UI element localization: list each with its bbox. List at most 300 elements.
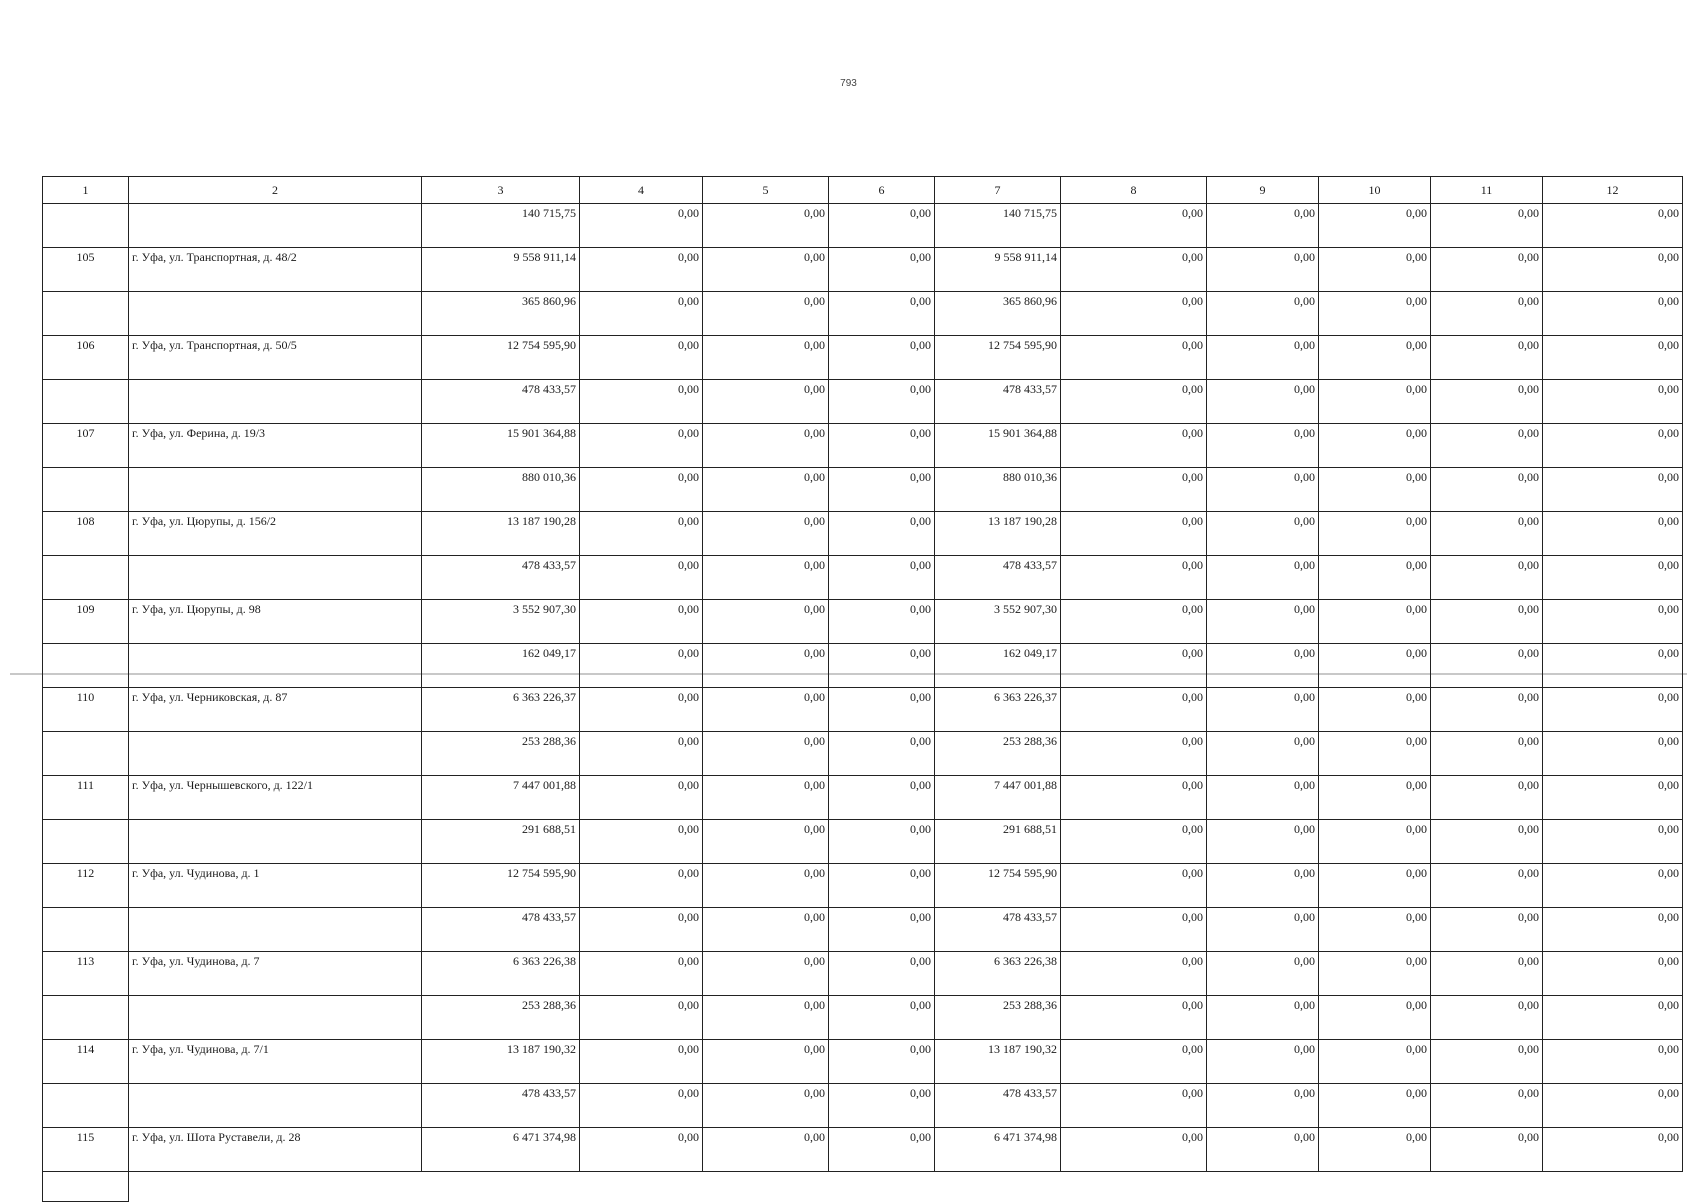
row-number-cell	[43, 292, 129, 336]
value-cell: 0,00	[1543, 952, 1683, 996]
address-cell: г. Уфа, ул. Чудинова, д. 7/1	[129, 1040, 422, 1084]
value-cell: 0,00	[1543, 688, 1683, 732]
value-cell: 0,00	[580, 688, 703, 732]
value-cell: 0,00	[1319, 1084, 1431, 1128]
address-cell: г. Уфа, ул. Чудинова, д. 7	[129, 952, 422, 996]
row-number-cell: 109	[43, 600, 129, 644]
value-cell: 0,00	[1319, 512, 1431, 556]
address-cell	[129, 292, 422, 336]
value-cell: 0,00	[703, 424, 829, 468]
value-cell: 0,00	[580, 556, 703, 600]
value-cell: 15 901 364,88	[422, 424, 580, 468]
row-number-cell: 106	[43, 336, 129, 380]
row-number-cell: 108	[43, 512, 129, 556]
value-cell: 7 447 001,88	[935, 776, 1061, 820]
value-cell: 12 754 595,90	[422, 864, 580, 908]
value-cell: 0,00	[1431, 292, 1543, 336]
value-cell: 0,00	[1207, 380, 1319, 424]
value-cell: 365 860,96	[422, 292, 580, 336]
column-header: 5	[703, 177, 829, 204]
value-cell: 0,00	[1543, 336, 1683, 380]
value-cell: 0,00	[1319, 644, 1431, 688]
value-cell: 0,00	[580, 292, 703, 336]
value-cell: 0,00	[1431, 776, 1543, 820]
value-cell: 0,00	[703, 380, 829, 424]
address-cell	[129, 644, 422, 688]
column-header: 11	[1431, 177, 1543, 204]
value-cell: 478 433,57	[935, 908, 1061, 952]
value-cell: 0,00	[1207, 600, 1319, 644]
value-cell: 253 288,36	[422, 996, 580, 1040]
row-number-cell: 107	[43, 424, 129, 468]
table-row	[43, 908, 1683, 952]
value-cell: 0,00	[580, 864, 703, 908]
value-cell: 3 552 907,30	[422, 600, 580, 644]
value-cell: 0,00	[703, 1084, 829, 1128]
address-cell: г. Уфа, ул. Транспортная, д. 48/2	[129, 248, 422, 292]
table-row	[43, 996, 1683, 1040]
table-row	[43, 952, 1683, 996]
value-cell: 0,00	[1061, 996, 1207, 1040]
value-cell: 0,00	[1543, 644, 1683, 688]
value-cell: 0,00	[1207, 820, 1319, 864]
value-cell: 0,00	[1207, 908, 1319, 952]
value-cell: 0,00	[1207, 248, 1319, 292]
table-row	[43, 424, 1683, 468]
value-cell: 0,00	[829, 688, 935, 732]
address-cell	[129, 996, 422, 1040]
page-number: 793	[840, 78, 857, 89]
row-number-cell	[43, 1084, 129, 1128]
table-row	[43, 644, 1683, 688]
address-cell	[129, 468, 422, 512]
value-cell: 0,00	[703, 204, 829, 248]
address-cell	[129, 732, 422, 776]
value-cell: 3 552 907,30	[935, 600, 1061, 644]
value-cell: 0,00	[580, 1040, 703, 1084]
value-cell: 0,00	[703, 600, 829, 644]
value-cell: 0,00	[1543, 1040, 1683, 1084]
value-cell: 0,00	[829, 512, 935, 556]
row-number-cell	[43, 556, 129, 600]
value-cell: 0,00	[1431, 908, 1543, 952]
value-cell: 0,00	[829, 248, 935, 292]
value-cell: 0,00	[703, 1128, 829, 1172]
row-number-cell	[43, 908, 129, 952]
value-cell: 6 471 374,98	[935, 1128, 1061, 1172]
value-cell: 0,00	[580, 996, 703, 1040]
table-row	[43, 1128, 1683, 1172]
value-cell: 6 363 226,38	[935, 952, 1061, 996]
address-cell	[129, 820, 422, 864]
address-cell	[129, 380, 422, 424]
table-body	[43, 204, 1683, 1202]
value-cell: 13 187 190,28	[422, 512, 580, 556]
table-row	[43, 776, 1683, 820]
value-cell: 162 049,17	[935, 644, 1061, 688]
column-header: 6	[829, 177, 935, 204]
row-number-cell: 112	[43, 864, 129, 908]
value-cell: 0,00	[1061, 732, 1207, 776]
value-cell: 0,00	[580, 204, 703, 248]
value-cell: 0,00	[1061, 864, 1207, 908]
value-cell: 0,00	[1431, 424, 1543, 468]
table-row	[43, 688, 1683, 732]
value-cell: 0,00	[1061, 424, 1207, 468]
value-cell: 0,00	[829, 996, 935, 1040]
value-cell: 0,00	[1061, 952, 1207, 996]
value-cell: 0,00	[1207, 732, 1319, 776]
row-number-cell	[43, 204, 129, 248]
value-cell: 12 754 595,90	[935, 336, 1061, 380]
value-cell: 140 715,75	[422, 204, 580, 248]
value-cell: 478 433,57	[935, 1084, 1061, 1128]
value-cell: 0,00	[1319, 600, 1431, 644]
value-cell: 0,00	[1543, 732, 1683, 776]
value-cell: 0,00	[1431, 732, 1543, 776]
value-cell: 0,00	[703, 864, 829, 908]
column-header: 8	[1061, 177, 1207, 204]
header-row	[43, 177, 1683, 204]
value-cell: 478 433,57	[422, 1084, 580, 1128]
value-cell: 0,00	[829, 1084, 935, 1128]
value-cell: 0,00	[829, 424, 935, 468]
value-cell: 0,00	[1431, 204, 1543, 248]
value-cell: 9 558 911,14	[422, 248, 580, 292]
value-cell: 0,00	[1061, 248, 1207, 292]
value-cell: 880 010,36	[422, 468, 580, 512]
value-cell: 0,00	[1319, 424, 1431, 468]
value-cell: 253 288,36	[935, 996, 1061, 1040]
value-cell: 0,00	[1207, 688, 1319, 732]
value-cell: 253 288,36	[935, 732, 1061, 776]
value-cell: 0,00	[1431, 556, 1543, 600]
value-cell: 0,00	[580, 952, 703, 996]
value-cell: 0,00	[1543, 380, 1683, 424]
value-cell: 0,00	[703, 688, 829, 732]
row-number-cell: 113	[43, 952, 129, 996]
value-cell: 0,00	[829, 1040, 935, 1084]
value-cell: 0,00	[1319, 1128, 1431, 1172]
column-header: 4	[580, 177, 703, 204]
value-cell: 0,00	[703, 776, 829, 820]
table-row	[43, 1084, 1683, 1128]
value-cell: 0,00	[1431, 952, 1543, 996]
value-cell: 0,00	[1319, 864, 1431, 908]
row-number-cell	[43, 732, 129, 776]
value-cell: 0,00	[1207, 1128, 1319, 1172]
value-cell: 0,00	[1319, 248, 1431, 292]
value-cell: 0,00	[1543, 1128, 1683, 1172]
value-cell: 0,00	[703, 644, 829, 688]
value-cell: 0,00	[829, 952, 935, 996]
value-cell: 0,00	[703, 1040, 829, 1084]
row-number-cell: 114	[43, 1040, 129, 1084]
value-cell: 0,00	[1207, 292, 1319, 336]
value-cell: 0,00	[1431, 1084, 1543, 1128]
value-cell: 0,00	[1207, 996, 1319, 1040]
value-cell: 478 433,57	[935, 556, 1061, 600]
value-cell: 6 363 226,37	[422, 688, 580, 732]
value-cell: 0,00	[1207, 336, 1319, 380]
address-cell: г. Уфа, ул. Чудинова, д. 1	[129, 864, 422, 908]
value-cell: 0,00	[1431, 688, 1543, 732]
table-row	[43, 336, 1683, 380]
value-cell: 0,00	[1207, 776, 1319, 820]
value-cell: 0,00	[1431, 512, 1543, 556]
row-number-cell	[43, 820, 129, 864]
value-cell: 0,00	[580, 380, 703, 424]
value-cell: 0,00	[829, 336, 935, 380]
value-cell: 0,00	[580, 644, 703, 688]
table-row	[43, 600, 1683, 644]
table-row	[43, 248, 1683, 292]
value-cell: 0,00	[703, 248, 829, 292]
row-number-cell	[43, 380, 129, 424]
value-cell: 6 363 226,38	[422, 952, 580, 996]
value-cell: 0,00	[1061, 512, 1207, 556]
value-cell: 0,00	[1543, 556, 1683, 600]
column-header: 1	[43, 177, 129, 204]
value-cell: 0,00	[1207, 864, 1319, 908]
address-cell: г. Уфа, ул. Черниковская, д. 87	[129, 688, 422, 732]
row-number-cell: 105	[43, 248, 129, 292]
value-cell: 0,00	[829, 1128, 935, 1172]
value-cell: 162 049,17	[422, 644, 580, 688]
value-cell: 0,00	[1543, 204, 1683, 248]
value-cell: 0,00	[1061, 1040, 1207, 1084]
value-cell: 0,00	[1319, 336, 1431, 380]
value-cell: 0,00	[1543, 864, 1683, 908]
value-cell: 478 433,57	[935, 380, 1061, 424]
value-cell: 0,00	[1207, 204, 1319, 248]
value-cell: 0,00	[580, 908, 703, 952]
value-cell: 0,00	[1431, 336, 1543, 380]
table-row	[43, 820, 1683, 864]
register-table	[42, 176, 1683, 1202]
value-cell: 0,00	[1431, 600, 1543, 644]
value-cell: 0,00	[1319, 732, 1431, 776]
value-cell: 0,00	[580, 512, 703, 556]
value-cell: 0,00	[1061, 292, 1207, 336]
value-cell: 0,00	[1061, 600, 1207, 644]
value-cell: 0,00	[829, 380, 935, 424]
value-cell: 0,00	[1319, 292, 1431, 336]
value-cell: 0,00	[1319, 556, 1431, 600]
value-cell: 13 187 190,32	[935, 1040, 1061, 1084]
value-cell: 0,00	[1207, 512, 1319, 556]
address-cell	[129, 556, 422, 600]
value-cell: 0,00	[1543, 908, 1683, 952]
value-cell: 0,00	[1061, 468, 1207, 512]
value-cell: 0,00	[1061, 1128, 1207, 1172]
value-cell: 0,00	[1207, 1040, 1319, 1084]
value-cell: 0,00	[829, 864, 935, 908]
value-cell: 0,00	[1061, 908, 1207, 952]
value-cell: 12 754 595,90	[422, 336, 580, 380]
row-number-cell	[43, 1172, 129, 1202]
value-cell: 0,00	[1543, 248, 1683, 292]
value-cell: 0,00	[580, 732, 703, 776]
value-cell: 0,00	[1207, 468, 1319, 512]
value-cell: 9 558 911,14	[935, 248, 1061, 292]
row-number-cell: 111	[43, 776, 129, 820]
value-cell: 0,00	[1207, 556, 1319, 600]
table-row	[43, 204, 1683, 248]
value-cell: 0,00	[829, 468, 935, 512]
value-cell: 0,00	[1207, 952, 1319, 996]
value-cell: 253 288,36	[422, 732, 580, 776]
value-cell: 0,00	[1431, 820, 1543, 864]
value-cell: 0,00	[1543, 996, 1683, 1040]
value-cell: 0,00	[1061, 204, 1207, 248]
value-cell: 0,00	[829, 908, 935, 952]
value-cell: 0,00	[829, 732, 935, 776]
value-cell: 0,00	[580, 776, 703, 820]
table-row	[43, 292, 1683, 336]
value-cell: 0,00	[580, 468, 703, 512]
value-cell: 0,00	[1061, 644, 1207, 688]
value-cell: 0,00	[703, 820, 829, 864]
value-cell: 0,00	[703, 732, 829, 776]
value-cell: 0,00	[703, 556, 829, 600]
value-cell: 0,00	[829, 204, 935, 248]
value-cell: 365 860,96	[935, 292, 1061, 336]
value-cell: 0,00	[1431, 1040, 1543, 1084]
value-cell: 0,00	[1543, 1084, 1683, 1128]
value-cell: 0,00	[1543, 776, 1683, 820]
value-cell: 0,00	[703, 996, 829, 1040]
value-cell: 0,00	[1061, 1084, 1207, 1128]
value-cell: 0,00	[829, 776, 935, 820]
address-cell: г. Уфа, ул. Ферина, д. 19/3	[129, 424, 422, 468]
column-header: 7	[935, 177, 1061, 204]
value-cell: 0,00	[1543, 468, 1683, 512]
value-cell: 0,00	[580, 424, 703, 468]
value-cell: 0,00	[1431, 1128, 1543, 1172]
column-header: 10	[1319, 177, 1431, 204]
value-cell: 0,00	[1319, 688, 1431, 732]
table-row	[43, 864, 1683, 908]
value-cell: 0,00	[1319, 820, 1431, 864]
row-number-cell	[43, 468, 129, 512]
value-cell: 0,00	[580, 1128, 703, 1172]
value-cell: 0,00	[580, 600, 703, 644]
value-cell: 291 688,51	[935, 820, 1061, 864]
value-cell: 0,00	[1543, 600, 1683, 644]
value-cell: 0,00	[1543, 292, 1683, 336]
row-number-cell: 110	[43, 688, 129, 732]
value-cell: 0,00	[703, 468, 829, 512]
row-number-cell	[43, 996, 129, 1040]
value-cell: 0,00	[1061, 820, 1207, 864]
address-cell	[129, 204, 422, 248]
table-row	[43, 512, 1683, 556]
address-cell: г. Уфа, ул. Транспортная, д. 50/5	[129, 336, 422, 380]
value-cell: 0,00	[1061, 688, 1207, 732]
value-cell: 880 010,36	[935, 468, 1061, 512]
value-cell: 0,00	[1207, 1084, 1319, 1128]
value-cell: 0,00	[1319, 204, 1431, 248]
value-cell: 13 187 190,32	[422, 1040, 580, 1084]
column-header: 2	[129, 177, 422, 204]
value-cell: 0,00	[829, 644, 935, 688]
table-row	[43, 468, 1683, 512]
row-number-cell	[43, 644, 129, 688]
value-cell: 0,00	[703, 952, 829, 996]
value-cell: 0,00	[1319, 952, 1431, 996]
value-cell: 0,00	[1543, 512, 1683, 556]
value-cell: 0,00	[1207, 424, 1319, 468]
value-cell: 0,00	[1319, 996, 1431, 1040]
value-cell: 0,00	[1431, 468, 1543, 512]
address-cell: г. Уфа, ул. Цюрупы, д. 98	[129, 600, 422, 644]
address-cell	[129, 1084, 422, 1128]
value-cell: 0,00	[829, 820, 935, 864]
value-cell: 0,00	[1431, 996, 1543, 1040]
value-cell: 0,00	[703, 336, 829, 380]
value-cell: 0,00	[1061, 336, 1207, 380]
value-cell: 0,00	[1061, 380, 1207, 424]
value-cell: 0,00	[1431, 248, 1543, 292]
value-cell: 0,00	[829, 556, 935, 600]
address-cell	[129, 908, 422, 952]
value-cell: 0,00	[1319, 1040, 1431, 1084]
value-cell: 0,00	[1061, 776, 1207, 820]
value-cell: 478 433,57	[422, 556, 580, 600]
value-cell: 15 901 364,88	[935, 424, 1061, 468]
value-cell: 0,00	[703, 292, 829, 336]
row-number-cell: 115	[43, 1128, 129, 1172]
value-cell: 291 688,51	[422, 820, 580, 864]
value-cell: 13 187 190,28	[935, 512, 1061, 556]
table-row	[43, 1172, 1683, 1202]
value-cell: 0,00	[703, 512, 829, 556]
value-cell: 0,00	[829, 292, 935, 336]
table-row	[43, 380, 1683, 424]
address-cell: г. Уфа, ул. Шота Руставели, д. 28	[129, 1128, 422, 1172]
value-cell: 0,00	[1543, 424, 1683, 468]
column-header: 9	[1207, 177, 1319, 204]
value-cell: 6 471 374,98	[422, 1128, 580, 1172]
value-cell: 140 715,75	[935, 204, 1061, 248]
value-cell: 0,00	[1319, 776, 1431, 820]
value-cell: 0,00	[1319, 468, 1431, 512]
value-cell: 0,00	[580, 248, 703, 292]
value-cell: 0,00	[703, 908, 829, 952]
table-row	[43, 732, 1683, 776]
value-cell: 478 433,57	[422, 380, 580, 424]
value-cell: 0,00	[1543, 820, 1683, 864]
value-cell: 0,00	[1319, 380, 1431, 424]
column-header: 3	[422, 177, 580, 204]
address-cell: г. Уфа, ул. Цюрупы, д. 156/2	[129, 512, 422, 556]
value-cell: 0,00	[580, 1084, 703, 1128]
value-cell: 478 433,57	[422, 908, 580, 952]
value-cell: 0,00	[580, 820, 703, 864]
value-cell: 7 447 001,88	[422, 776, 580, 820]
column-header: 12	[1543, 177, 1683, 204]
value-cell: 0,00	[1431, 644, 1543, 688]
value-cell: 0,00	[1431, 864, 1543, 908]
table-row	[43, 1040, 1683, 1084]
value-cell: 0,00	[1319, 908, 1431, 952]
value-cell: 0,00	[829, 600, 935, 644]
address-cell: г. Уфа, ул. Чернышевского, д. 122/1	[129, 776, 422, 820]
value-cell: 0,00	[580, 336, 703, 380]
value-cell: 0,00	[1061, 556, 1207, 600]
table-row	[43, 556, 1683, 600]
